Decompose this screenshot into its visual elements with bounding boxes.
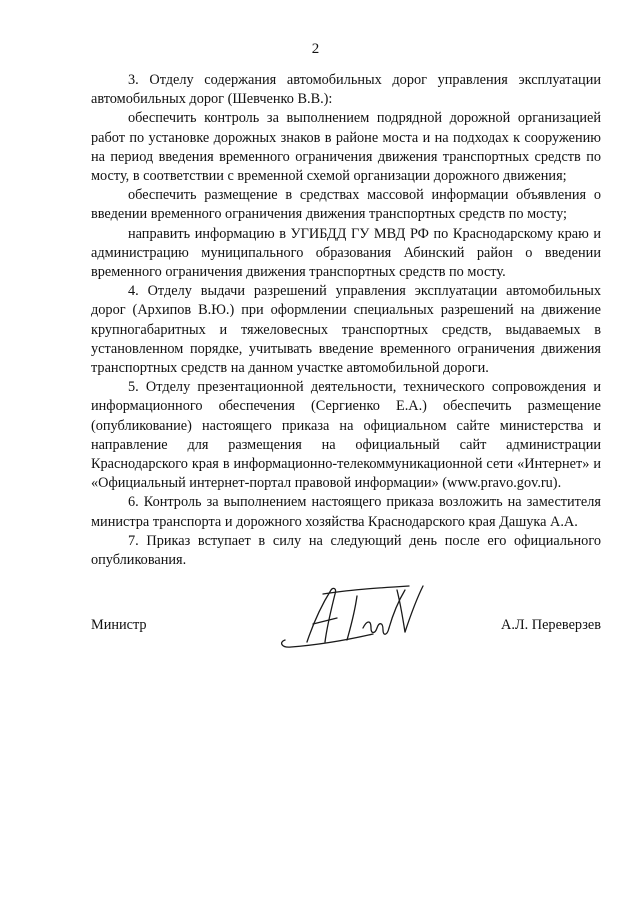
paragraph-3-department-roads: 3. Отделу содержания автомобильных дорог управления эксплуатации автомобильных дорог (Шевченко В.В.):	[91, 72, 601, 108]
signature-strokes	[282, 586, 423, 647]
signature-block	[91, 584, 601, 654]
paragraph-5-publication: 5. Отделу презентационной деятельности, технического сопровождения и информационного обеспечения (Сергиенко Е.А.) обеспечить размещение (опубликование) настоящего приказа на официальном сайте министерства и направление для размещения на официальный сайт администрации Краснодарского края в информационно-телекоммуникационной сети «Интернет» и «Официальный интернет-портал правовой информации» (www.pravo.gov.ru).	[91, 379, 601, 492]
paragraph-4-permits: 4. Отделу выдачи разрешений управления эксплуатации автомобильных дорог (Архипов В.Ю.) при оформлении специальных разрешений на движение крупногабаритных и тяжеловесных транспортных средств, выдаваемых в установленном порядке, учитывать введение временного ограничения движения транспортных средств на данном участке автомобильной дороги.	[91, 283, 601, 377]
paragraph-3-control-signs: обеспечить контроль за выполнением подрядной дорожной организацией работ по установке дорожных знаков в районе моста и на подходах к сооружению на период введения временного ограничения движения транспортных средств по мосту, в соответствии с временной схемой организации дорожного движения;	[91, 110, 601, 185]
signatory-name: А.Л. Переверзев	[501, 617, 601, 633]
signatory-title: Министр	[91, 617, 147, 633]
paragraph-7-effective: 7. Приказ вступает в силу на следующий день после его официального опубликования.	[91, 532, 601, 569]
paragraph-3-send-info: направить информацию в УГИБДД ГУ МВД РФ по Краснодарскому краю и администрацию муниципального образования Абинский район о введении временного ограничения движения транспортных средств по мосту.	[91, 225, 601, 281]
handwritten-signature	[277, 584, 457, 652]
paragraph-3-media-notice: обеспечить размещение в средствах массовой информации объявления о введении временного ограничения движения транспортных средств по мосту;	[91, 187, 601, 223]
document-body	[91, 71, 601, 570]
paragraph-6-control: 6. Контроль за выполнением настоящего приказа возложить на заместителя министра транспорта и дорожного хозяйства Краснодарского края Дашука А.А.	[91, 494, 601, 530]
page-number: 2	[311, 41, 320, 57]
